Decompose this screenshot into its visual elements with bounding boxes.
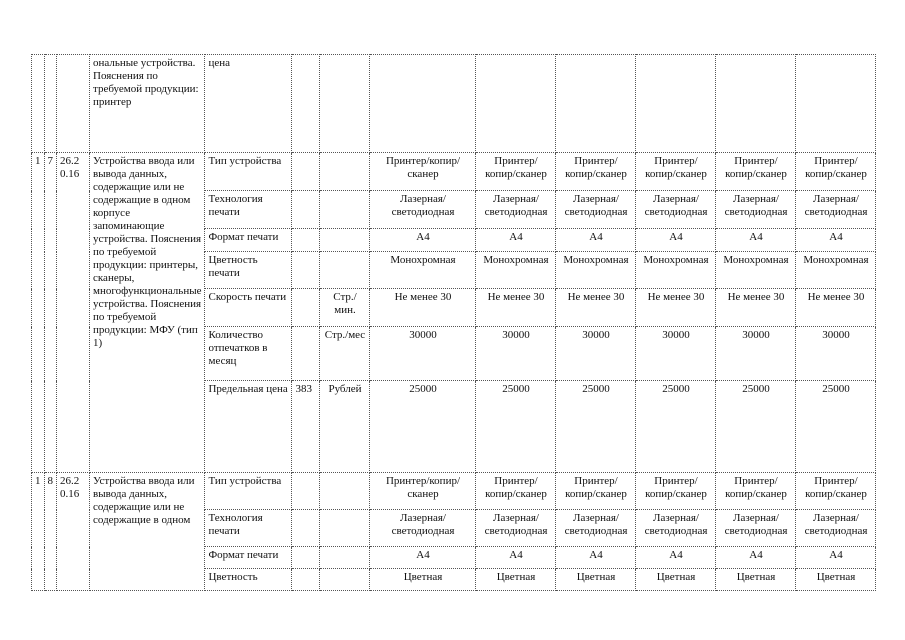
cell-empty xyxy=(32,55,45,153)
okei-code xyxy=(292,229,320,252)
cell-empty xyxy=(636,55,716,153)
value: Лазерная/светодиодная xyxy=(716,510,796,547)
unit: Рублей xyxy=(320,381,370,473)
row-number-part: 7 xyxy=(44,153,57,473)
okei-code xyxy=(292,510,320,547)
param-name: Цветность xyxy=(205,569,292,591)
table-row xyxy=(32,55,876,153)
value: Лазерная/светодиодная xyxy=(476,510,556,547)
value: Цветная xyxy=(370,569,476,591)
param-name: цена xyxy=(205,55,292,153)
value: Лазерная/светодиодная xyxy=(716,191,796,229)
unit xyxy=(320,473,370,510)
value: Не менее 30 xyxy=(476,289,556,327)
cell-empty xyxy=(292,55,320,153)
row-number-part: 8 xyxy=(44,473,57,591)
value: Принтер/копир/сканер xyxy=(556,153,636,191)
value: А4 xyxy=(476,229,556,252)
value: Цветная xyxy=(636,569,716,591)
unit xyxy=(320,569,370,591)
param-name: Цветность печати xyxy=(205,252,292,289)
value: Монохромная xyxy=(556,252,636,289)
param-name: Скорость печати xyxy=(205,289,292,327)
cell-empty xyxy=(476,55,556,153)
value: А4 xyxy=(796,547,876,569)
okei-code xyxy=(292,473,320,510)
okpd-code: 26.2 0.16 xyxy=(57,473,90,591)
table-row xyxy=(32,473,876,510)
value: А4 xyxy=(556,229,636,252)
cell-empty xyxy=(44,55,57,153)
value: Принтер/копир/сканер xyxy=(370,473,476,510)
param-name: Количество отпечатков в месяц xyxy=(205,327,292,381)
value: 30000 xyxy=(796,327,876,381)
value: 25000 xyxy=(556,381,636,473)
param-name: Тип устройства xyxy=(205,153,292,191)
value: 30000 xyxy=(476,327,556,381)
okei-code xyxy=(292,569,320,591)
value: Не менее 30 xyxy=(556,289,636,327)
value: А4 xyxy=(370,547,476,569)
param-name: Предельная цена xyxy=(205,381,292,473)
value: Не менее 30 xyxy=(716,289,796,327)
okpd-code: 26.2 0.16 xyxy=(57,153,90,473)
cell-empty xyxy=(556,55,636,153)
value: 30000 xyxy=(370,327,476,381)
value: Лазерная/светодиодная xyxy=(796,510,876,547)
value: Монохромная xyxy=(636,252,716,289)
value: Монохромная xyxy=(370,252,476,289)
value: Принтер/копир/сканер xyxy=(636,473,716,510)
okei-code xyxy=(292,289,320,327)
okei-code xyxy=(292,191,320,229)
value: А4 xyxy=(476,547,556,569)
cell-empty xyxy=(716,55,796,153)
value: Не менее 30 xyxy=(636,289,716,327)
cell-empty xyxy=(57,55,90,153)
value: А4 xyxy=(636,229,716,252)
value: Монохромная xyxy=(796,252,876,289)
value: А4 xyxy=(796,229,876,252)
okei-code xyxy=(292,252,320,289)
value: Принтер/копир/сканер xyxy=(796,473,876,510)
value: 25000 xyxy=(716,381,796,473)
value: Цветная xyxy=(556,569,636,591)
cell-empty xyxy=(370,55,476,153)
value: 25000 xyxy=(636,381,716,473)
value: Принтер/копир/сканер xyxy=(476,473,556,510)
value: 25000 xyxy=(796,381,876,473)
product-description: ональные устройства. Пояснения по требуемой продукции: принтер xyxy=(90,55,205,153)
okei-code: 383 xyxy=(292,381,320,473)
value: Принтер/копир/сканер xyxy=(476,153,556,191)
value: А4 xyxy=(556,547,636,569)
param-name: Тип устройства xyxy=(205,473,292,510)
value: Лазерная/светодиодная xyxy=(636,191,716,229)
value: Принтер/копир/сканер xyxy=(716,473,796,510)
requirements-table xyxy=(31,54,876,591)
param-name: Технология печати xyxy=(205,510,292,547)
param-name: Формат печати xyxy=(205,229,292,252)
table-row xyxy=(32,153,876,191)
row-number-part: 1 xyxy=(32,153,45,473)
unit xyxy=(320,547,370,569)
value: 30000 xyxy=(716,327,796,381)
param-name: Формат печати xyxy=(205,547,292,569)
value: Принтер/копир/сканер xyxy=(636,153,716,191)
product-description: Устройства ввода или вывода данных, содержащие или не содержащие в одном корпусе запоминающие устройства. Пояснения по требуемой продукции: принтеры, сканеры, многофункциональные устройства. Пояснения по требуемой продукции: МФУ (тип 1) xyxy=(90,153,205,473)
value: Цветная xyxy=(796,569,876,591)
unit: Стр./мес xyxy=(320,327,370,381)
unit xyxy=(320,510,370,547)
value: А4 xyxy=(636,547,716,569)
value: А4 xyxy=(716,229,796,252)
value: Не менее 30 xyxy=(796,289,876,327)
value: Лазерная/светодиодная xyxy=(370,191,476,229)
value: 30000 xyxy=(556,327,636,381)
value: Принтер/копир/сканер xyxy=(370,153,476,191)
value: Лазерная/светодиодная xyxy=(556,510,636,547)
value: Принтер/копир/сканер xyxy=(716,153,796,191)
value: Лазерная/светодиодная xyxy=(636,510,716,547)
value: А4 xyxy=(370,229,476,252)
unit xyxy=(320,252,370,289)
value: Принтер/копир/сканер xyxy=(556,473,636,510)
okei-code xyxy=(292,153,320,191)
row-number-part: 1 xyxy=(32,473,45,591)
value: Цветная xyxy=(716,569,796,591)
value: Монохромная xyxy=(476,252,556,289)
value: Лазерная/светодиодная xyxy=(556,191,636,229)
cell-empty xyxy=(320,55,370,153)
value: 25000 xyxy=(370,381,476,473)
value: Принтер/копир/сканер xyxy=(796,153,876,191)
value: А4 xyxy=(716,547,796,569)
unit xyxy=(320,153,370,191)
value: 25000 xyxy=(476,381,556,473)
product-description: Устройства ввода или вывода данных, содержащие или не содержащие в одном xyxy=(90,473,205,591)
value: Не менее 30 xyxy=(370,289,476,327)
value: Лазерная/светодиодная xyxy=(476,191,556,229)
unit xyxy=(320,229,370,252)
unit xyxy=(320,191,370,229)
param-name: Технология печати xyxy=(205,191,292,229)
value: Монохромная xyxy=(716,252,796,289)
okei-code xyxy=(292,547,320,569)
value: 30000 xyxy=(636,327,716,381)
cell-empty xyxy=(796,55,876,153)
value: Цветная xyxy=(476,569,556,591)
value: Лазерная/светодиодная xyxy=(370,510,476,547)
unit: Стр./мин. xyxy=(320,289,370,327)
value: Лазерная/светодиодная xyxy=(796,191,876,229)
okei-code xyxy=(292,327,320,381)
